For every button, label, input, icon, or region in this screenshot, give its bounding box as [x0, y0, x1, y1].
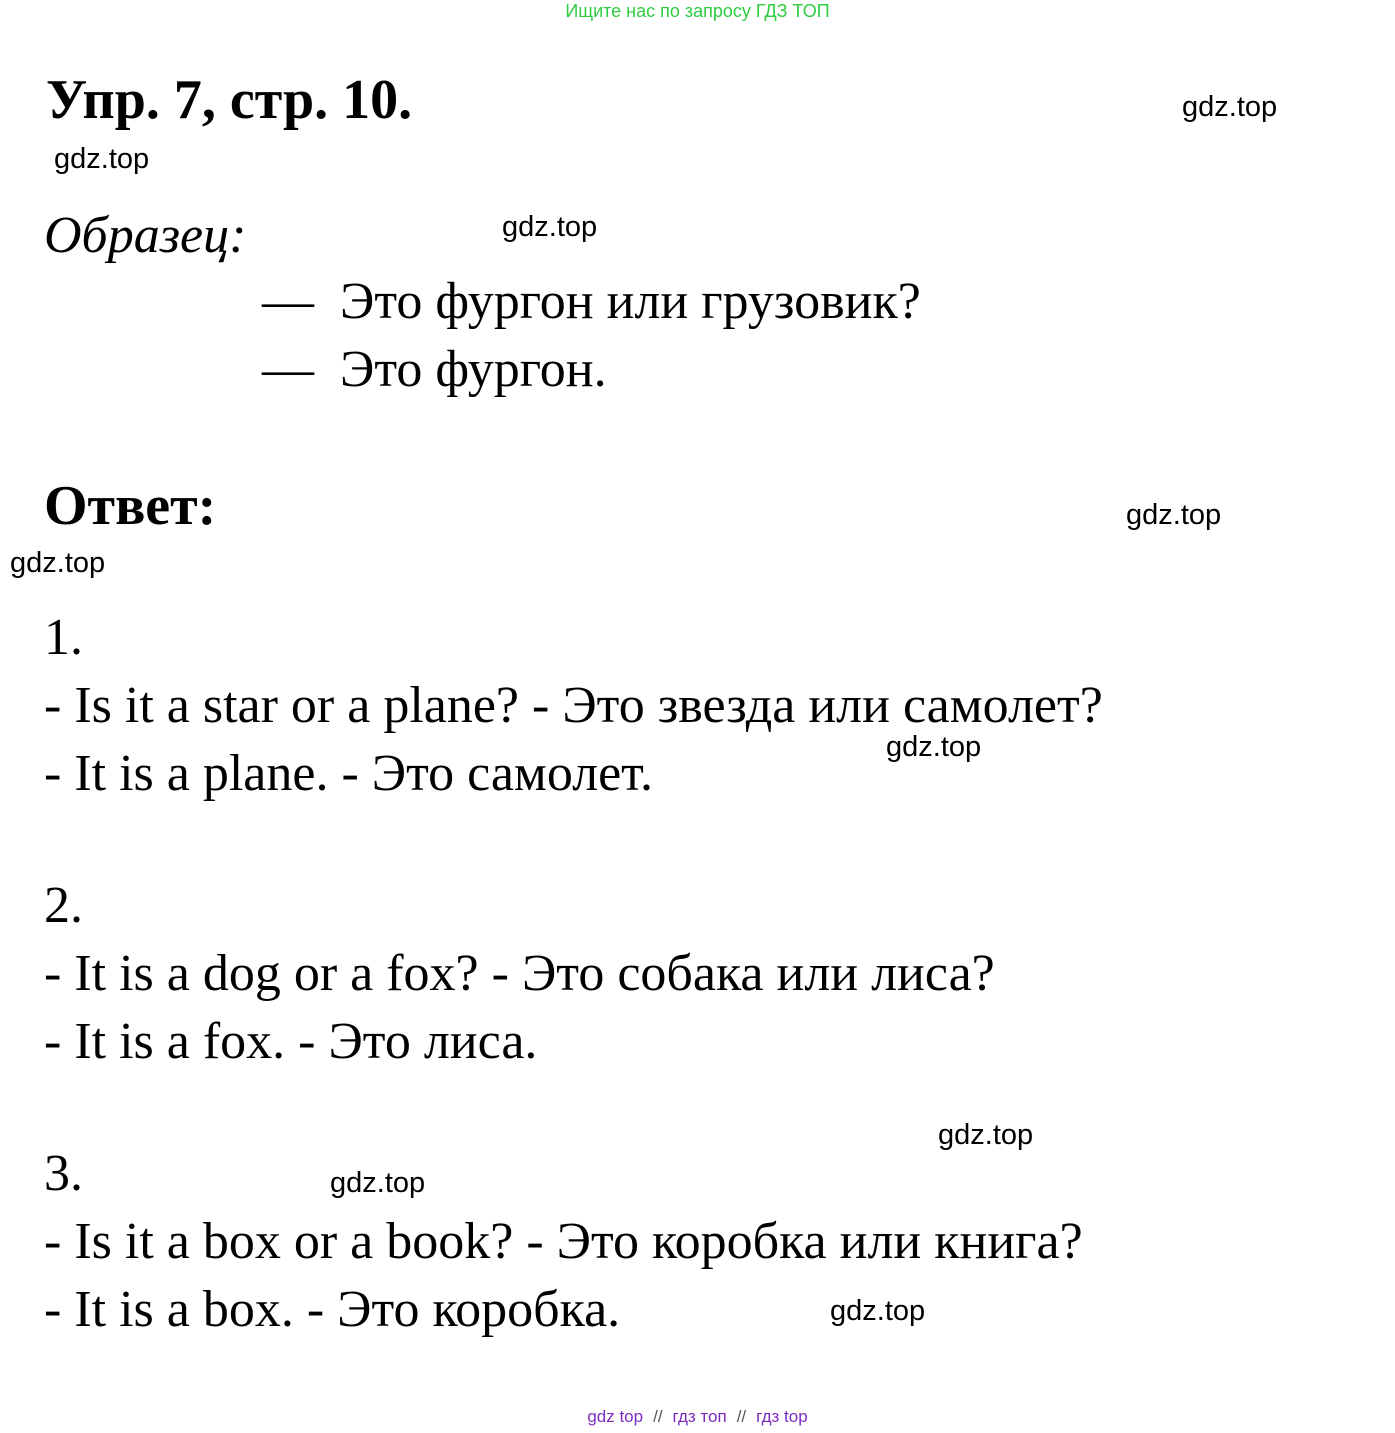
- watermark: gdz.top: [54, 143, 150, 175]
- answer-question: - It is a dog or a fox? - Это собака или лиса?: [44, 945, 995, 1002]
- watermark: gdz.top: [886, 731, 982, 763]
- answer-reply: - It is a plane. - Это самолет.: [44, 745, 653, 802]
- watermark: gdz.top: [830, 1295, 926, 1327]
- dash: —: [262, 341, 314, 398]
- footer-link[interactable]: gdz top: [587, 1407, 644, 1426]
- watermark: gdz.top: [1182, 91, 1278, 123]
- answer-reply: - It is a fox. - Это лиса.: [44, 1013, 538, 1070]
- answer-number: 3.: [44, 1145, 83, 1202]
- answer-number: 1.: [44, 609, 83, 666]
- sample-label: Образец:: [44, 207, 247, 264]
- watermark: gdz.top: [502, 211, 598, 243]
- answer-question: - Is it a box or a book? - Это коробка или книга?: [44, 1213, 1083, 1270]
- sample-line: [262, 272, 921, 332]
- watermark: gdz.top: [330, 1167, 426, 1199]
- page-title: Упр. 7, стр. 10.: [46, 69, 413, 131]
- footer-separator: //: [736, 1407, 747, 1426]
- answer-reply: - It is a box. - Это коробка.: [44, 1281, 621, 1338]
- answer-heading: Ответ:: [44, 475, 217, 537]
- footer-separator: //: [653, 1407, 663, 1426]
- watermark: gdz.top: [1126, 499, 1222, 531]
- footer-link[interactable]: гдз топ: [672, 1407, 727, 1426]
- sample-text: Это фургон или грузовик?: [340, 273, 921, 330]
- answer-question: - Is it a star or a plane? - Это звезда или самолет?: [44, 677, 1103, 734]
- answer-number: 2.: [44, 877, 83, 934]
- dash: —: [262, 273, 314, 330]
- sample-text: Это фургон.: [340, 341, 607, 398]
- watermark: gdz.top: [10, 547, 106, 579]
- footer-link[interactable]: гдз top: [756, 1407, 808, 1426]
- top-banner: Ищите нас по запросу ГДЗ ТОП: [565, 1, 830, 21]
- footer: [0, 1406, 1395, 1428]
- watermark: gdz.top: [938, 1119, 1034, 1151]
- sample-line: [262, 340, 607, 400]
